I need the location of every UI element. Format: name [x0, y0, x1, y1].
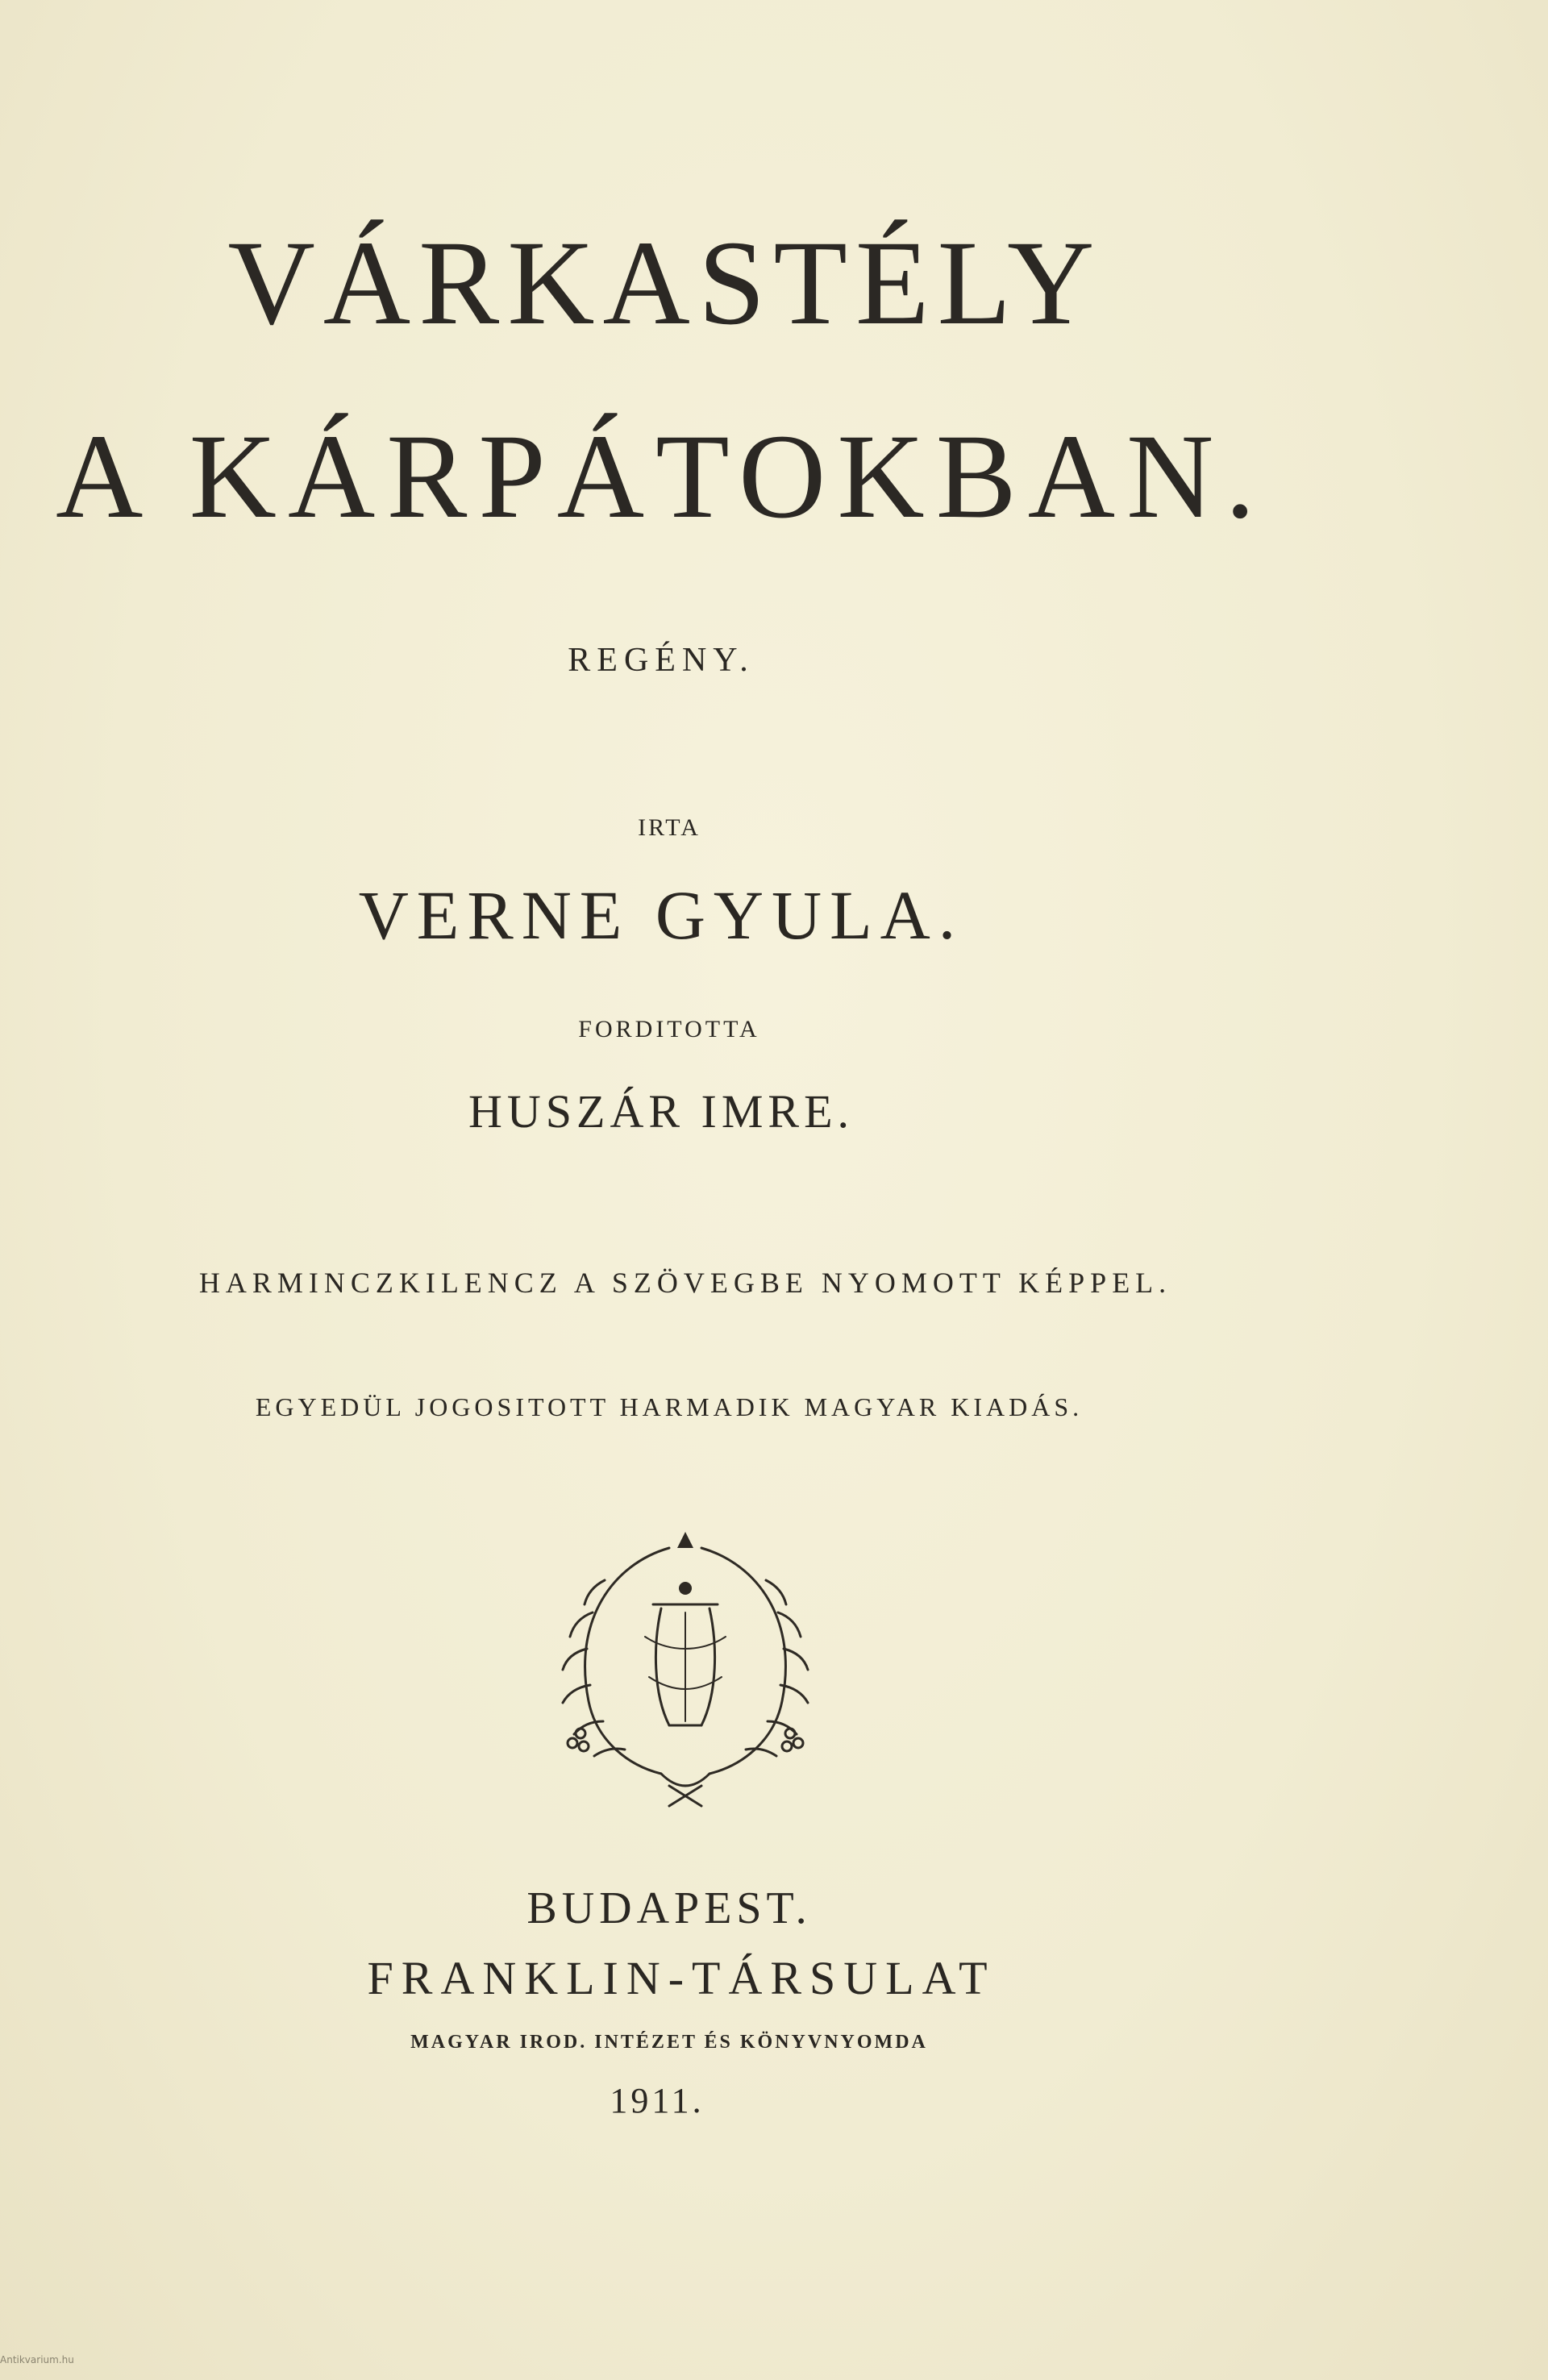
- watermark: Antikvarium.hu: [0, 2354, 74, 2365]
- illustrations-note: HARMINCZKILENCZ A SZÖVEGBE NYOMOTT KÉPPEL.: [198, 1267, 1172, 1299]
- publication-year: 1911.: [610, 2081, 705, 2120]
- title-line-2: A KÁRPÁTOKBAN.: [56, 410, 1267, 543]
- printer-name: MAGYAR IROD. INTÉZET ÉS KÖNYVNYOMDA: [410, 2032, 928, 2053]
- publication-city: BUDAPEST.: [526, 1883, 812, 1933]
- translator-name: HUSZÁR IMRE.: [468, 1085, 855, 1138]
- publisher-emblem-icon: [548, 1516, 822, 1814]
- translated-by-label: FORDITOTTA: [578, 1016, 760, 1042]
- publisher-name: FRANKLIN-TÁRSULAT: [367, 1952, 996, 2004]
- subtitle: REGÉNY.: [568, 642, 755, 679]
- title-line-1: VÁRKASTÉLY: [227, 216, 1103, 350]
- edition-note: EGYEDÜL JOGOSITOTT HARMADIK MAGYAR KIADÁS.: [255, 1392, 1084, 1421]
- written-by-label: IRTA: [638, 814, 701, 841]
- author-name: VERNE GYULA.: [358, 876, 964, 954]
